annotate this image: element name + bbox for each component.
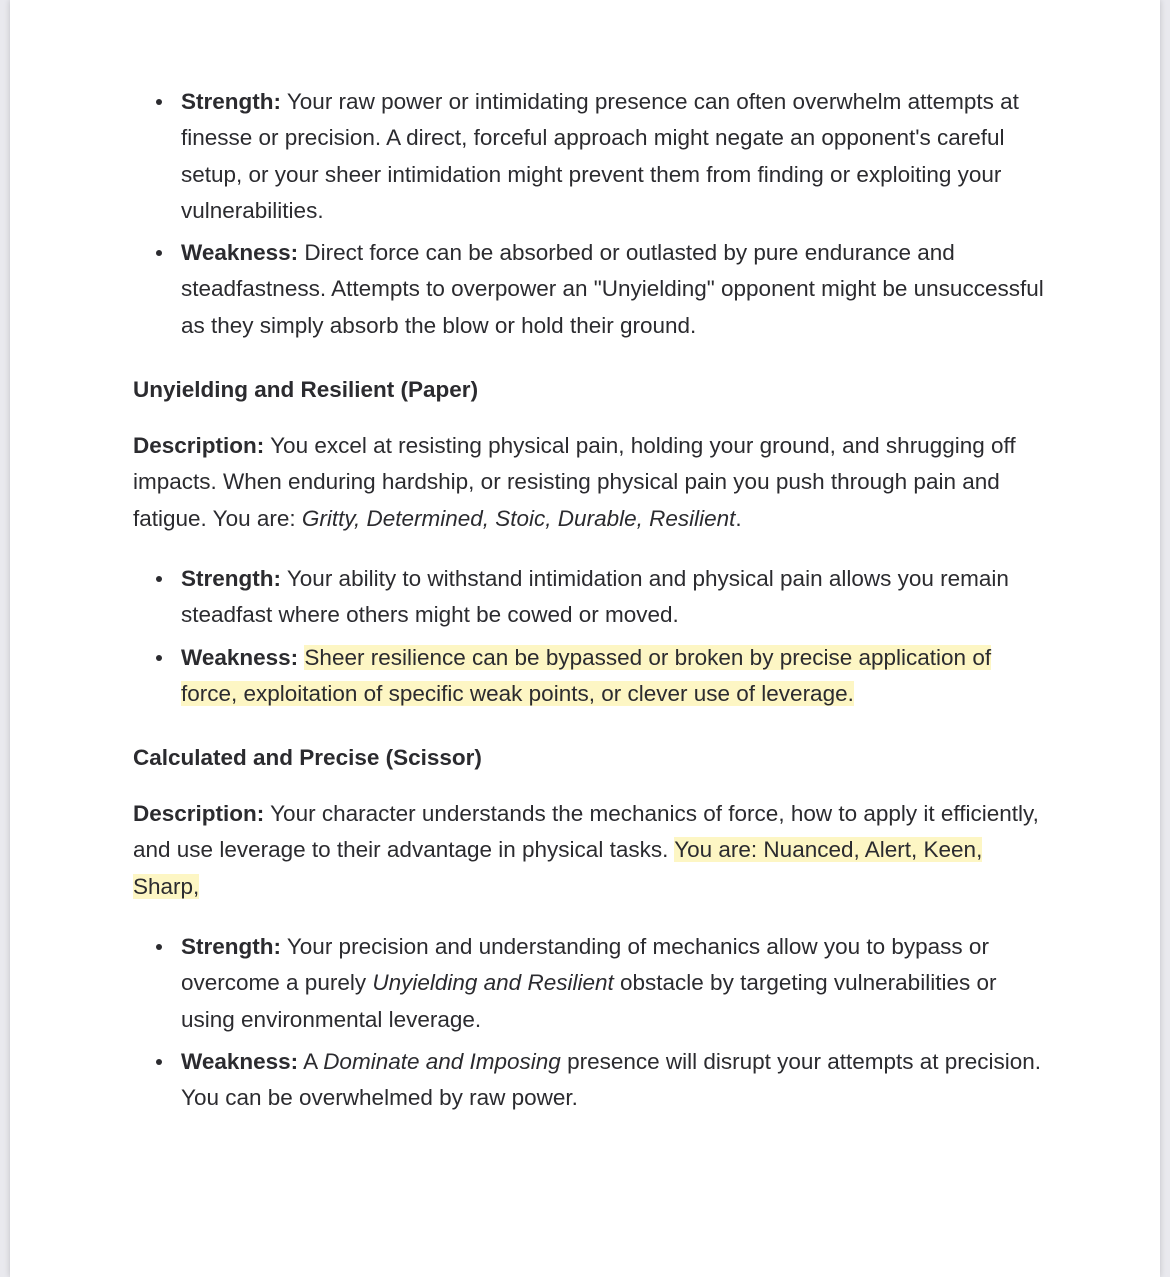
section-heading-unyielding: Unyielding and Resilient (Paper) <box>133 377 479 403</box>
list-item-weakness <box>181 235 1048 344</box>
weakness-label: Weakness: <box>181 1048 299 1074</box>
description-label: Description: <box>133 801 265 827</box>
list-item-strength <box>181 84 1048 229</box>
weakness-highlighted-text: Sheer resilience can be bypassed or broken by precise application of force, exploitation of specific weak points, or clever use of leverage. <box>181 644 992 706</box>
description-label: Description: <box>133 433 265 459</box>
calculated-bullet-list <box>133 929 1048 1116</box>
strength-label: Strength: <box>181 934 281 960</box>
weakness-text: Direct force can be absorbed or outlasted by pure endurance and steadfastness. Attempts to overpower an "Unyielding" opponent might be unsuccessful as they simply absorb the blow or hold their ground. <box>181 240 1044 338</box>
document-content <box>133 84 1048 1123</box>
weakness-text-end: presence will disrupt your attempts at precision. You can be overwhelmed by raw power. <box>181 1048 1042 1111</box>
description-text: You excel at resisting physical pain, holding your ground, and shrugging off impacts. When enduring hardship, or resisting physical pain you push through pain and fatigue. You are: <box>133 433 1016 531</box>
strength-italic: Unyielding and Resilient <box>372 970 614 996</box>
description-end: . <box>735 505 742 531</box>
weakness-label: Weakness: <box>181 240 299 266</box>
document-page <box>10 0 1160 1277</box>
description-paragraph-calculated <box>133 796 1048 905</box>
description-traits: Gritty, Determined, Stoic, Durable, Resilient <box>301 505 736 531</box>
description-paragraph-unyielding <box>133 428 1048 537</box>
list-item-strength <box>181 561 1048 634</box>
list-item-weakness <box>181 1044 1048 1117</box>
unyielding-bullet-list <box>133 561 1048 712</box>
list-item-strength <box>181 929 1048 1038</box>
strength-label: Strength: <box>181 89 281 114</box>
weakness-text-start: A <box>298 1048 324 1074</box>
weakness-label: Weakness: <box>181 644 299 670</box>
list-item-weakness <box>181 640 1048 713</box>
description-text: Your character understands the mechanics of force, how to apply it efficiently, and use leverage to their advantage in physical tasks. <box>133 801 1039 863</box>
description-highlighted-traits: You are: Nuanced, Alert, Keen, Sharp, <box>133 837 983 899</box>
strength-text: Your ability to withstand intimidation and physical pain allows you remain steadfast where others might be cowed or moved. <box>181 565 1009 628</box>
strength-text-end: obstacle by targeting vulnerabilities or using environmental leverage. <box>181 970 997 1032</box>
strength-text: Your raw power or intimidating presence can often overwhelm attempts at finesse or precision. A direct, forceful approach might negate an opponent's careful setup, or your sheer intimidation might prevent them from finding or exploiting your vulnerabilities. <box>181 89 1019 223</box>
dominate-bullet-list <box>133 84 1048 344</box>
strength-text-start: Your precision and understanding of mechanics allow you to bypass or overcome a purely <box>181 934 989 996</box>
weakness-italic: Dominate and Imposing <box>323 1048 561 1074</box>
strength-label: Strength: <box>181 565 281 591</box>
section-heading-calculated: Calculated and Precise (Scissor) <box>133 745 482 771</box>
